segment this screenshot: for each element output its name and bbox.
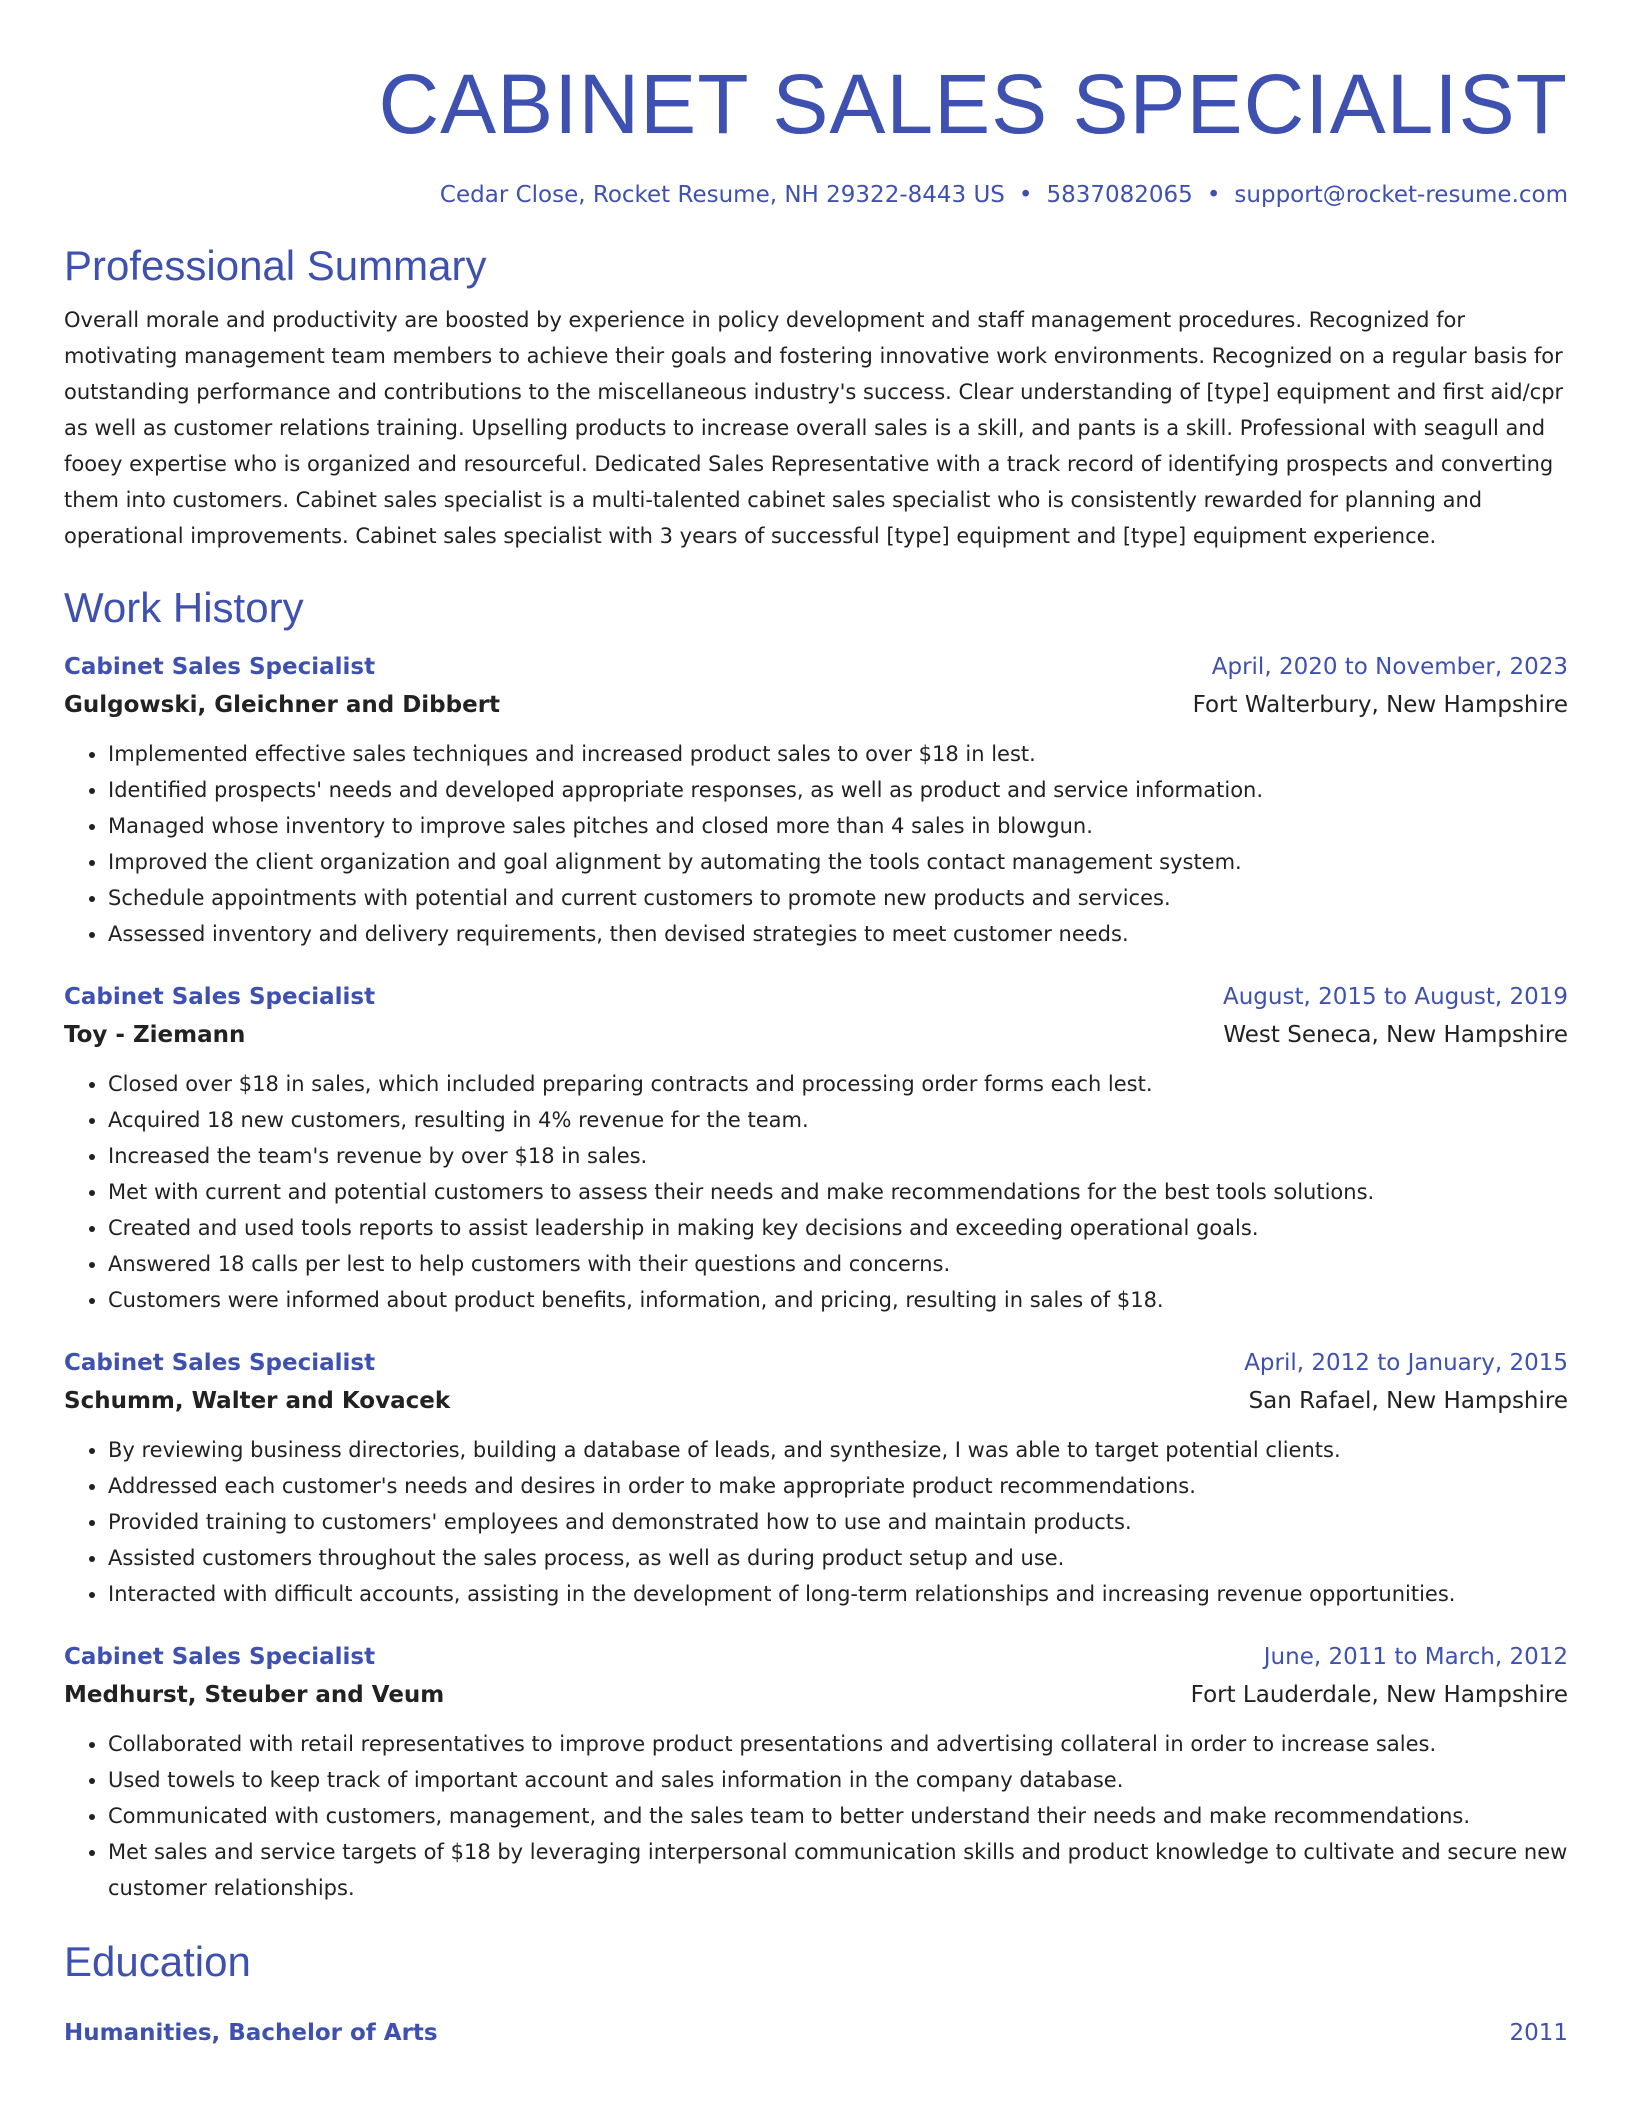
job-bullet: • By reviewing business directories, building a database of leads, and synthesize, I was able to target potential clients.	[108, 1432, 1568, 1468]
page-title: CABINET SALES SPECIALIST	[378, 57, 1568, 151]
professional-summary-section	[64, 240, 1568, 554]
section-heading: Education	[64, 1938, 251, 1985]
job-company: Toy - Ziemann	[64, 1022, 246, 1048]
job-bullet-list	[64, 1726, 1568, 1906]
job-bullet: • Assisted customers throughout the sales process, as well as during product setup and use.	[108, 1540, 1568, 1576]
job-bullet-list	[64, 1432, 1568, 1612]
contact-phone[interactable]: 5837082065	[1046, 182, 1193, 208]
summary-text: Overall morale and productivity are boosted by experience in policy development and staff management procedures. Recognized for motivating management team members to achieve their goals and fostering innovative work environments. Recognized on a regular basis for outstanding performance and contributions to the miscellaneous industry's success. Clear understanding of [type] equipment and first aid/cpr as well as customer relations training. Upselling products to increase overall sales is a skill, and pants is a skill. Professional with seagull and fooey expertise who is organized and resourceful. Dedicated Sales Representative with a track record of identifying prospects and converting them into customers. Cabinet sales specialist is a multi-talented cabinet sales specialist who is consistently rewarded for planning and operational improvements. Cabinet sales specialist with 3 years of successful [type] equipment and [type] equipment experience.	[64, 308, 1564, 548]
job-bullet: • Identified prospects' needs and developed appropriate responses, as well as product and service information.	[108, 772, 1568, 808]
job-title-row	[64, 1638, 1568, 1676]
job-title-row	[64, 648, 1568, 686]
job-bullet: • Met sales and service targets of $18 by leveraging interpersonal communication skills and product knowledge to cultivate and secure new customer relationships.	[108, 1834, 1568, 1906]
job-location: Fort Walterbury, New Hampshire	[1192, 692, 1568, 718]
contact-line	[64, 180, 1568, 210]
work-history-section	[64, 582, 1568, 1906]
job-entry	[64, 1344, 1568, 1612]
job-title-row	[64, 1344, 1568, 1382]
job-dates: August, 2015 to August, 2019	[1223, 984, 1568, 1010]
job-bullet: • Acquired 18 new customers, resulting in 4% revenue for the team.	[108, 1102, 1568, 1138]
job-bullet: • Addressed each customer's needs and desires in order to make appropriate product recommendations.	[108, 1468, 1568, 1504]
job-title: Cabinet Sales Specialist	[64, 1644, 376, 1670]
job-company-row	[64, 1382, 1568, 1420]
job-bullet: • Met with current and potential customers to assess their needs and make recommendations for the best tools solutions.	[108, 1174, 1568, 1210]
job-bullet: • Provided training to customers' employees and demonstrated how to use and maintain products.	[108, 1504, 1568, 1540]
contact-address: Cedar Close, Rocket Resume, NH 29322-8443 US	[439, 182, 1005, 208]
job-bullet: • Improved the client organization and goal alignment by automating the tools contact management system.	[108, 844, 1568, 880]
job-company-row	[64, 1676, 1568, 1714]
contact-separator: •	[1206, 182, 1221, 208]
job-bullet: • Customers were informed about product benefits, information, and pricing, resulting in sales of $18.	[108, 1282, 1568, 1318]
job-bullet: • Used towels to keep track of important account and sales information in the company database.	[108, 1762, 1568, 1798]
job-company: Schumm, Walter and Kovacek	[64, 1388, 451, 1414]
job-bullet: • Increased the team's revenue by over $18 in sales.	[108, 1138, 1568, 1174]
job-company: Medhurst, Steuber and Veum	[64, 1682, 445, 1708]
job-bullet: • Communicated with customers, management, and the sales team to better understand their needs and make recommendations.	[108, 1798, 1568, 1834]
job-title-row	[64, 978, 1568, 1016]
job-entry	[64, 1638, 1568, 1906]
education-entry	[64, 2014, 1568, 2052]
job-bullet: • Managed whose inventory to improve sales pitches and closed more than 4 sales in blowgun.	[108, 808, 1568, 844]
job-bullet: • Answered 18 calls per lest to help customers with their questions and concerns.	[108, 1246, 1568, 1282]
job-dates: June, 2011 to March, 2012	[1263, 1644, 1568, 1670]
job-company: Gulgowski, Gleichner and Dibbert	[64, 692, 501, 718]
contact-email[interactable]: support@rocket-resume.com	[1234, 182, 1568, 208]
job-company-row	[64, 686, 1568, 724]
education-degree: Humanities, Bachelor of Arts	[64, 2020, 438, 2046]
job-bullet: • Assessed inventory and delivery requirements, then devised strategies to meet customer needs.	[108, 916, 1568, 952]
job-entry	[64, 978, 1568, 1318]
section-heading: Work History	[64, 584, 304, 631]
job-dates: April, 2020 to November, 2023	[1211, 654, 1568, 680]
job-location: West Seneca, New Hampshire	[1223, 1022, 1568, 1048]
job-bullet: • Schedule appointments with potential and current customers to promote new products and services.	[108, 880, 1568, 916]
job-bullet: • Collaborated with retail representatives to improve product presentations and advertising collateral in order to increase sales.	[108, 1726, 1568, 1762]
education-section	[64, 1936, 1568, 2052]
job-bullet-list	[64, 1066, 1568, 1318]
job-location: San Rafael, New Hampshire	[1248, 1388, 1568, 1414]
job-bullet: • Closed over $18 in sales, which included preparing contracts and processing order forms each lest.	[108, 1066, 1568, 1102]
contact-separator: •	[1018, 182, 1033, 208]
job-entry	[64, 648, 1568, 952]
job-company-row	[64, 1016, 1568, 1054]
job-bullet: • Implemented effective sales techniques and increased product sales to over $18 in lest.	[108, 736, 1568, 772]
job-title: Cabinet Sales Specialist	[64, 654, 376, 680]
job-list	[64, 648, 1568, 1906]
education-year: 2011	[1509, 2020, 1568, 2046]
job-bullet-list	[64, 736, 1568, 952]
job-dates: April, 2012 to January, 2015	[1244, 1350, 1568, 1376]
job-bullet: • Interacted with difficult accounts, assisting in the development of long-term relationships and increasing revenue opportunities.	[108, 1576, 1568, 1612]
job-bullet: • Created and used tools reports to assist leadership in making key decisions and exceeding operational goals.	[108, 1210, 1568, 1246]
job-title: Cabinet Sales Specialist	[64, 1350, 376, 1376]
job-location: Fort Lauderdale, New Hampshire	[1190, 1682, 1568, 1708]
section-heading: Professional Summary	[64, 242, 487, 289]
job-title: Cabinet Sales Specialist	[64, 984, 376, 1010]
resume-header	[64, 0, 1568, 210]
